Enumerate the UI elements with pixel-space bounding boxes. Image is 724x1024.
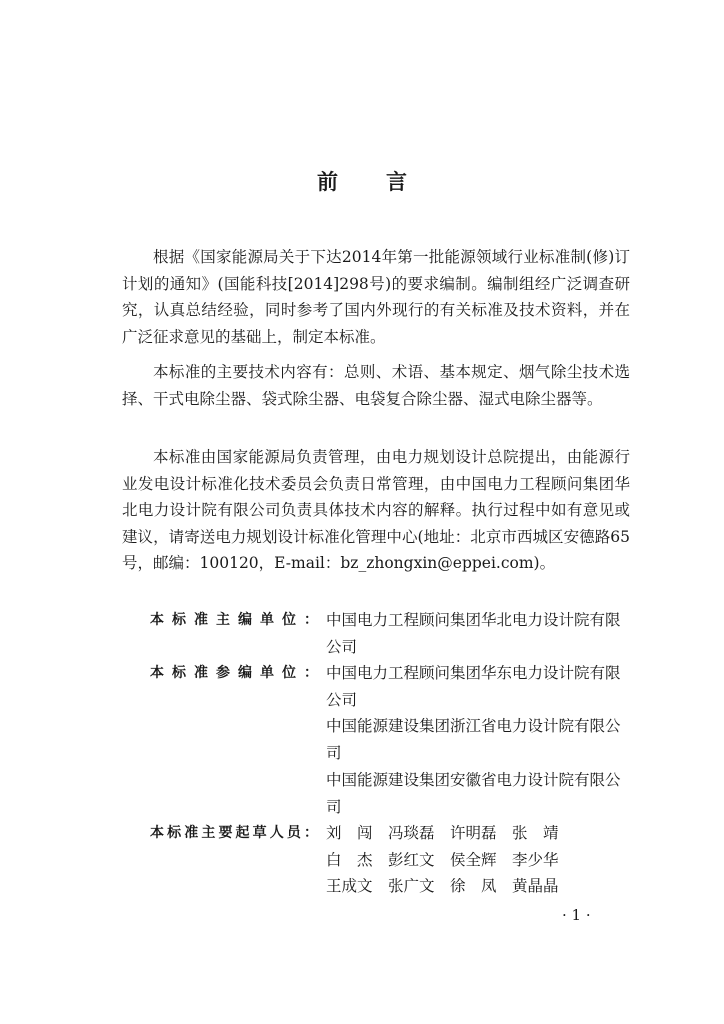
page-number: · 1 · (562, 906, 591, 924)
drafters-line: 刘 闯 冯琰磊 许明磊 张 靖 (326, 824, 559, 842)
title-char-1: 前 (317, 170, 338, 194)
participating-editor-2: 中国能源建设集团浙江省电力设计院有限公司 (326, 717, 621, 762)
chief-editor-value: 中国电力工程顾问集团华北电力设计院有限公司 (326, 611, 621, 656)
paragraph-basis: 根据《国家能源局关于下达2014年第一批能源领域行业标准制(修)订计划的通知》(国能科技[2014]298号)的要求编制。编制组经广泛调查研究，认真总结经验，同时参考了国内外现行的有关标准及技术资料，并在广泛征求意见的基础上，制定本标准。 (122, 248, 630, 346)
participating-editor-1: 中国电力工程顾问集团华东电力设计院有限公司 (326, 664, 621, 709)
drafters-line: 王成文 张广文 徐 凤 黄晶晶 (326, 877, 559, 895)
participating-editor-3: 中国能源建设集团安徽省电力设计院有限公司 (326, 771, 621, 816)
page-title (0, 166, 724, 196)
participating-editor-label: 本标准参编单位： (150, 665, 318, 681)
drafters-label: 本标准主要起草人员： (150, 825, 318, 841)
paragraph-contents: 本标准的主要技术内容有：总则、术语、基本规定、烟气除尘技术选择、干式电除尘器、袋式除尘器、电袋复合除尘器、湿式电除尘器等。 (122, 363, 630, 408)
drafters-list (326, 820, 626, 900)
title-char-2: 言 (386, 170, 407, 194)
chief-editor-label: 本标准主编单位： (150, 612, 318, 628)
paragraph-management: 本标准由国家能源局负责管理，由电力规划设计总院提出，由能源行业发电设计标准化技术委员会负责日常管理，由中国电力工程顾问集团华北电力设计院有限公司负责具体技术内容的解释。执行过程中如有意见或建议，请寄送电力规划设计标准化管理中心(地址：北京市西城区安德路65号，邮编：100120，E-mail：bz_zhongxin@eppei.com)。 (122, 448, 630, 572)
drafters-line: 白 杰 彭红文 侯全辉 李少华 (326, 850, 559, 869)
